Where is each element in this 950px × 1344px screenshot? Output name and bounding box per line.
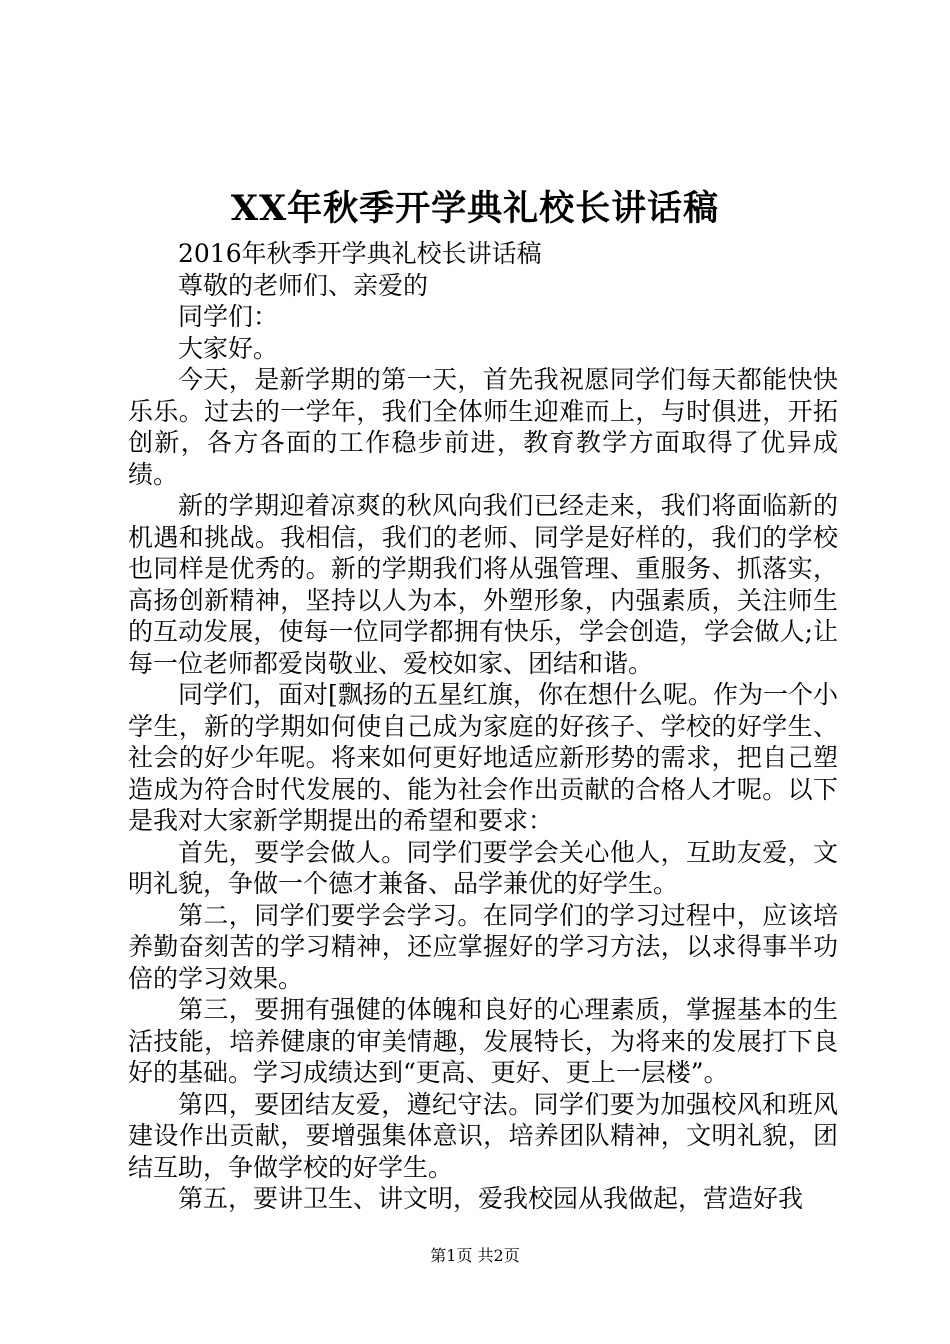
paragraph: 同学们：	[178, 302, 279, 331]
document-title: XX年秋季开学典礼校长讲话稿	[230, 188, 720, 229]
paragraph: 第二，同学们要学会学习。在同学们的学习过程中，应该培养勤奋刻苦的学习精神，还应掌握好的学习方法，以求得事半功倍的学习效果。	[128, 900, 838, 993]
paragraph: 新的学期迎着凉爽的秋风向我们已经走来，我们将面临新的机遇和挑战。我相信，我们的老师、同学是好样的，我们的学校也同样是优秀的。新的学期我们将从强管理、重服务、抓落实，高扬创新精神，坚持以人为本，外塑形象，内强素质，关注师生的互动发展，使每一位同学都拥有快乐，学会创造，学会做人;让每一位老师都爱岗敬业、爱校如家、团结和谐。	[128, 491, 838, 678]
paragraph: 第三，要拥有强健的体魄和良好的心理素质，掌握基本的生活技能，培养健康的审美情趣，发展特长，为将来的发展打下良好的基础。学习成绩达到“更高、更好、更上一层楼”。	[128, 995, 838, 1087]
paragraph: 首先，要学会做人。同学们要学会关心他人，互助友爱，文明礼貌，争做一个德才兼备、品学兼优的好学生。	[128, 837, 838, 898]
paragraph: 尊敬的老师们、亲爱的	[178, 270, 429, 300]
paragraph: 2016年秋季开学典礼校长讲话稿	[178, 239, 542, 268]
page-footer: 第1页 共2页	[430, 1246, 520, 1265]
paragraph: 今天，是新学期的第一天，首先我祝愿同学们每天都能快快乐乐。过去的一学年，我们全体师生迎难而上，与时俱进，开拓创新，各方各面的工作稳步前进，教育教学方面取得了优异成绩。	[128, 365, 838, 489]
paragraph: 大家好。	[178, 333, 279, 363]
paragraph: 第四，要团结友爱，遵纪守法。同学们要为加强校风和班风建设作出贡献，要增强集体意识，培养团队精神，文明礼貌，团结互助，争做学校的好学生。	[128, 1089, 838, 1182]
paragraph: 第五，要讲卫生、讲文明，爱我校园从我做起，营造好我	[178, 1184, 804, 1213]
document-body	[128, 238, 838, 1215]
paragraph: 同学们，面对[飘扬的五星红旗，你在想什么呢。作为一个小学生，新的学期如何使自己成为家庭的好孩子、学校的好学生、社会的好少年呢。将来如何更好地适应新形势的需求，把自己塑造成为符合时代发展的、能为社会作出贡献的合格人才呢。以下是我对大家新学期提出的希望和要求：	[128, 680, 838, 835]
